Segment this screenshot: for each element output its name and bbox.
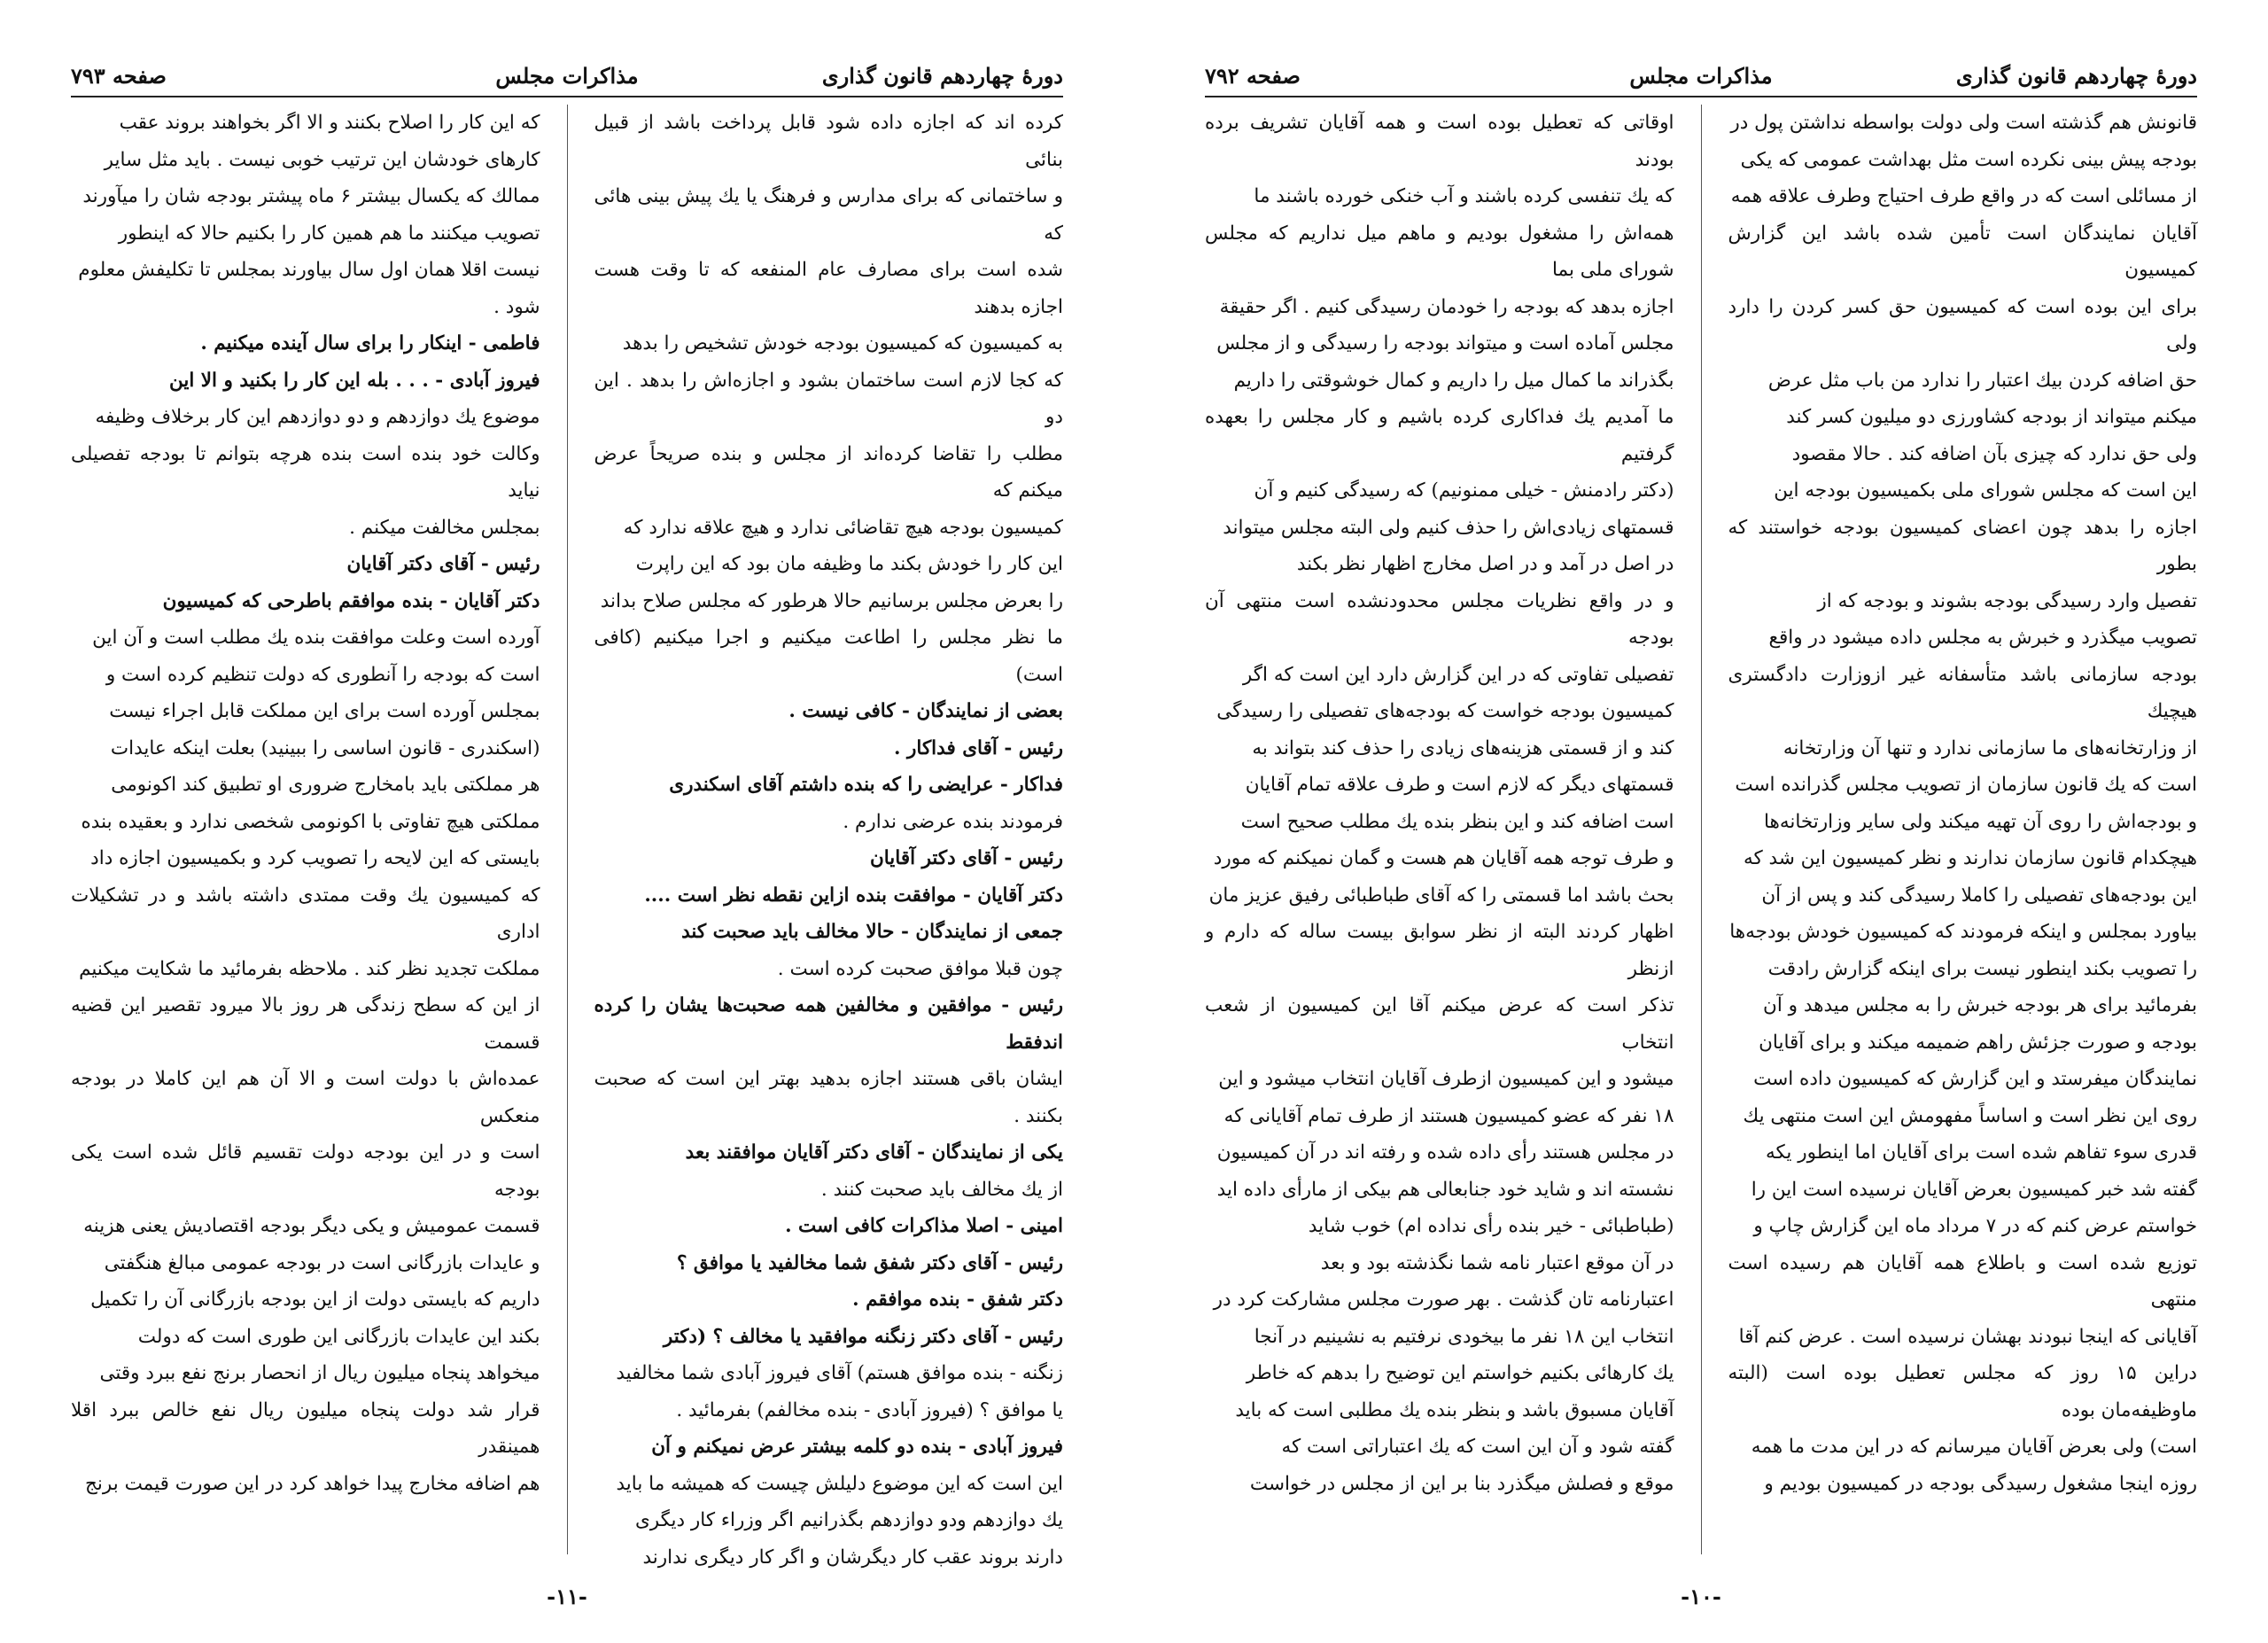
text-line: انتخاب این ۱۸ نفر ما بیخودی نرفتیم به نشینیم در آنجا — [1254, 1325, 1674, 1348]
text-line: فیروز آبادی - . . . بله این کار را بکنید و الا این — [168, 369, 540, 392]
text-line: یکی از نمایندگان - آقای دکتر آقایان موافقند بعد — [685, 1141, 1063, 1164]
text-line: هر مملکتی باید بامخارج ضروری او تطبیق کند اکونومی — [111, 774, 540, 796]
page-header — [71, 44, 1063, 89]
text-line: ما نظر مجلس را اطاعت میکنیم و اجرا میکنیم (کافی است) — [594, 627, 1063, 686]
text-line: کمیسیون بودجه خواست که بودجه‌های تفصیلی را رسیدگی — [1216, 700, 1674, 722]
text-line: کند و از قسمتی هزینه‌های زیادی را حذف کند بتواند به — [1252, 736, 1674, 759]
text-line: را بعرض مجلس برسانیم حالا هرطور که مجلس صلاح بداند — [600, 589, 1063, 612]
text-line: و بودجه‌اش را روی آن تهیه میکند ولی سایر وزارتخانه‌ها — [1763, 810, 2197, 833]
text-line: از وزارتخانه‌های ما سازمانی ندارد و تنها آن وزارتخانه — [1783, 736, 2197, 759]
text-line: نیست اقلا همان اول سال بیاورند بمجلس تا تکلیفش معلوم — [78, 259, 540, 281]
text-line: در اصل در آمد و در اصل مخارج اظهار نظر بکند — [1296, 553, 1674, 575]
journal-title: مذاکرات مجلس — [495, 63, 639, 89]
text-line: قرار شد دولت پنجاه میلیون ریال نفع خالص ببرد اقلا همینقدر — [71, 1398, 540, 1458]
text-line: مملکتی هیچ تفاوتی با اکونومی شخصی ندارد و بعقیده بنده — [81, 810, 540, 833]
page-792 — [1134, 0, 2268, 1643]
header-rule — [71, 96, 1063, 97]
text-line: اظهار کردند البته از نظر سوابق بیست ساله که دارم و ازنظر — [1205, 921, 1674, 980]
text-line: آقایان مسبوق باشد و بنظر بنده یك مطلبی است که باید — [1235, 1398, 1674, 1421]
column-divider — [567, 105, 568, 1554]
text-line: قانونش هم گذشته است ولی دولت بواسطه نداشتن پول در — [1730, 112, 2197, 134]
text-line: آورده است وعلت موافقت بنده یك مطلب است و آن این — [92, 627, 540, 649]
text-line: و در واقع نظریات مجلس محدودنشده است منتهی آن بودجه — [1205, 589, 1674, 649]
text-line: نمایندگان میفرستد و این گزارش که کمیسیون داده است — [1753, 1068, 2197, 1090]
text-line: که یك تنفسی کرده باشند و آب خنکی خورده باشند ما — [1254, 185, 1674, 207]
text-line: دارند بروند عقب کار دیگرشان و اگر کار دیگری ندارند — [642, 1546, 1063, 1569]
text-line: موضوع یك دوازدهم و دو دوازدهم این کار برخلاف وظیفه — [95, 406, 540, 428]
text-line: کرده اند که اجازه داده شود قابل پرداخت باشد از قبیل بنائی — [594, 112, 1063, 171]
text-line: این است که این موضوع دلیلش چیست که همیشه ما باید — [616, 1472, 1063, 1495]
text-line: حق اضافه کردن بیك اعتبار را ندارد من باب مثل عرض — [1767, 369, 2197, 392]
text-line: مطلب را تقاضا کرده‌اند از مجلس و بنده صریحاً عرض میکنم که — [594, 442, 1063, 502]
text-line: میکنم میتواند از بودجه کشاورزی دو میلیون کسر کند — [1786, 406, 2197, 428]
text-line: تصویب میکنند ما هم همین کار را بکنیم حالا که اینطور — [118, 222, 540, 245]
text-line: است و در این بودجه دولت تقسیم قائل شده است یکی بودجه — [71, 1141, 540, 1201]
text-line: در مجلس هستند رأی داده شده و رفته اند در آن کمیسیون — [1216, 1141, 1674, 1164]
text-line: رئیس - موافقین و مخالفین همه صحبت‌ها یشان را کرده اندفقط — [594, 994, 1063, 1054]
text-line: ایشان باقی هستند اجازه بدهید بهتر این است که صحبت بکنند . — [594, 1068, 1063, 1127]
text-line: هم اضافه مخارج پیدا خواهد کرد در این صورت قیمت برنج — [85, 1472, 540, 1495]
journal-title: مذاکرات مجلس — [1629, 63, 1773, 89]
page-footer-number: -۱۱- — [547, 1584, 587, 1609]
text-line: داریم که بایستی دولت از این بودجه بازرگانی آن را تکمیل — [90, 1289, 540, 1311]
text-line: جمعی از نمایندگان - حالا مخالف باید صحبت کند — [681, 921, 1063, 943]
text-line: روزه اینجا مشغول رسیدگی بودجه در کمیسیون بودیم و — [1764, 1472, 2197, 1495]
text-line: اعتبارنامه تان گذشت . بهر صورت مجلس مشارکت کرد در — [1213, 1289, 1674, 1311]
text-line: دکتر شفق - بنده موافقم . — [852, 1289, 1063, 1311]
text-line: رئیس - آقای فداکار . — [894, 736, 1063, 759]
text-line: میخواهد پنجاه میلیون ریال از انحصار برنج نفع ببرد وقتی — [99, 1362, 540, 1384]
text-line: بعضی از نمایندگان - کافی نیست . — [788, 700, 1063, 722]
text-line: تفصیل وارد رسیدگی بودجه بشوند و بودجه که از — [1817, 589, 2197, 612]
text-line: ولی حق ندارد که چیزی بآن اضافه کند . حالا مقصود — [1791, 442, 2197, 465]
text-line: قسمتهای دیگر که لازم است و طرف علاقه تمام آقایان — [1245, 774, 1674, 796]
column-right — [594, 105, 1064, 1569]
text-line: ممالك که یکسال بیشتر ۶ ماه پیشتر بودجه شان را میآورند — [82, 185, 540, 207]
text-line: یك دوازدهم ودو دوازدهم بگذرانیم اگر وزراء کار دیگری — [634, 1509, 1063, 1531]
text-line: برای این بوده است که کمیسیون حق کسر کردن را دارد ولی — [1728, 295, 2197, 354]
text-line: خواستم عرض کنم که در ۷ مرداد ماه این گزارش چاپ و — [1753, 1215, 2197, 1237]
text-line: یا موافق ؟ (فیروز آبادی - بنده مخالفم) بفرمائید . — [676, 1398, 1063, 1421]
text-line: تذکر است که عرض میکنم آقا این کمیسیون از شعب انتخاب — [1205, 994, 1674, 1054]
text-line: فیروز آبادی - بنده دو کلمه بیشتر عرض نمیکنم و آن — [651, 1436, 1063, 1458]
text-line: این بودجه‌های تفصیلی را کاملا رسیدگی کند و پس از آن — [1761, 884, 2197, 907]
text-line: که این کار را اصلاح بکنند و الا اگر بخواهند بروند عقب — [119, 112, 540, 134]
text-line: و طرف توجه همه آقایان هم هست و گمان نمیکنم که مورد — [1213, 847, 1674, 869]
page-footer-number: -۱۰- — [1681, 1584, 1721, 1609]
column-divider — [1701, 105, 1702, 1554]
text-line: زنگنه - بنده موافق هستم) آقای فیروز آبادی شما مخالفید — [616, 1362, 1063, 1384]
text-line: است اضافه کند و این بنظر بنده یك مطلب صحیح است — [1240, 810, 1674, 833]
column-left — [1205, 105, 1674, 1554]
text-line: از یك مخالف باید صحبت کنند . — [820, 1178, 1063, 1201]
text-line: و عایدات بازرگانی است در بودجه عمومی مبالغ هنگفتی — [104, 1251, 540, 1274]
text-line: بفرمائید برای هر بودجه خبرش را به مجلس میدهد و آن — [1763, 994, 2197, 1016]
text-line: شود . — [493, 295, 540, 318]
text-line: ۱۸ نفر که عضو کمیسیون هستند از طرف تمام آقایانی که — [1223, 1104, 1674, 1127]
text-line: بکند این عایدات بازرگانی این طوری است که دولت — [137, 1325, 540, 1348]
text-line: بمجلس آورده است برای این مملکت قابل اجراء نیست — [109, 700, 540, 722]
text-line: دکتر آقایان - موافقت بنده ازاین نقطه نظر است .... — [644, 884, 1063, 907]
text-line: مجلس آماده است و میتواند بودجه را رسیدگی و از مجلس — [1216, 332, 1674, 354]
text-line: اجازه را بدهد چون اعضای کمیسیون بودجه خواستند که بطور — [1728, 516, 2197, 575]
text-line: عمده‌اش با دولت است و الا آن هم این کاملا در بودجه منعکس — [71, 1068, 540, 1127]
text-line: مملکت تجدید نظر کند . ملاحظه بفرمائید ما شکایت میکنیم — [79, 957, 540, 980]
text-line: است که بودجه را آنطوری که دولت تنظیم کرده است و — [105, 663, 540, 686]
text-line: میشود و این کمیسیون ازطرف آقایان انتخاب میشود و این — [1218, 1068, 1674, 1090]
text-line: است که یك قانون سازمان از تصویب مجلس گذرانده است — [1735, 774, 2197, 796]
text-line: روی این نظر است و اساساً مفهومش این است منتهی یك — [1743, 1104, 2197, 1127]
text-line: قسمت عمومیش و یکی دیگر بودجه اقتصادیش یعنی هزینه — [83, 1215, 540, 1237]
text-line: تفصیلی تفاوتی که در این گزارش دارد این است که اگر — [1242, 663, 1674, 686]
session-title: دورهٔ چهاردهم قانون گذاری — [1955, 63, 2197, 89]
text-line: آقایانی که اینجا نبودند بهشان نرسیده است . عرض کنم آقا — [1738, 1325, 2197, 1348]
text-line: بیاورد بمجلس و اینکه فرمودند که کمیسیون خودش بودجه‌ها — [1729, 921, 2197, 943]
text-line: بودجه و صورت جزئش راهم ضمیمه میکند و برای آقایان — [1759, 1031, 2197, 1054]
text-line: اجازه بدهد که بودجه را خودمان رسیدگی کنیم . اگر حقیقة — [1219, 295, 1674, 318]
text-line: وکالت خود بنده است بنده هرچه بتوانم تا بودجه تفصیلی نیاید — [71, 442, 540, 502]
text-line: (دکتر رادمنش - خیلی ممنونیم) که رسیدگی کنیم و آن — [1254, 479, 1674, 502]
text-line: شده است برای مصارف عام المنفعه که تا وقت هست اجازه بدهند — [594, 259, 1063, 318]
text-line: ما آمدیم یك فداکاری کرده باشیم و کار مجلس را بعهده گرفتیم — [1205, 406, 1674, 465]
text-line: (اسکندری - قانون اساسی را ببینید) بعلت اینکه عایدات — [110, 736, 540, 759]
text-line: بودجه پیش بینی نکرده است مثل بهداشت عمومی که یکی — [1740, 148, 2197, 171]
text-line: و ساختمانی که برای مدارس و فرهنگ یا یك پیش بینی هائی که — [594, 185, 1063, 245]
text-line: گفته شود و آن این است که یك اعتباراتی است که — [1281, 1436, 1674, 1458]
text-line: که کجا لازم است ساختمان بشود و اجازه‌اش را بدهد . این دو — [594, 369, 1063, 428]
session-title: دورهٔ چهاردهم قانون گذاری — [821, 63, 1063, 89]
text-line: به کمیسیون که کمیسیون بودجه خودش تشخیص را بدهد — [622, 332, 1063, 354]
text-line: قسمتهای زیادی‌اش را حذف کنیم ولی البته مجلس میتواند — [1223, 516, 1674, 539]
text-line: در آن موقع اعتبار نامه شما نگذشته بود و بعد — [1320, 1251, 1674, 1274]
text-line: دکتر آقایان - بنده موافقم باطرحی که کمیسیون — [162, 589, 540, 612]
text-line: که کمیسیون یك وقت ممتدی داشته باشد و در تشکیلات اداری — [71, 884, 540, 943]
text-line: قدری سوء تفاهم شده است برای آقایان اما اینطور یکه — [1765, 1141, 2197, 1164]
text-line: را تصویب بکند اینطور نیست برای اینکه گزارش رادقت — [1767, 957, 2197, 980]
text-line: فداکار - عرایضی را که بنده داشتم آقای اسکندری — [669, 774, 1063, 796]
text-line: تصویب میگذرد و خبرش به مجلس داده میشود در واقع — [1768, 627, 2197, 649]
text-line: رئیس - آقای دکتر شفق شما مخالفید یا موافق ؟ — [676, 1251, 1063, 1274]
text-line: بگذراند ما کمال میل را داریم و کمال خوشوقتی را داریم — [1233, 369, 1674, 392]
text-line: از مسائلی است که در واقع طرف احتیاج وطرف علاقه همه — [1730, 185, 2197, 207]
text-line: چون قبلا موافق صحبت کرده است . — [777, 957, 1063, 980]
text-line: بحث باشد اما قسمتی را که آقای طباطبائی رفیق عزیز مان — [1208, 884, 1674, 907]
page-number: صفحه ۷۹۲ — [1205, 63, 1301, 89]
text-line: گفته شد خبر کمیسیون بعرض آقایان نرسیده است این را — [1751, 1178, 2197, 1201]
text-line: رئیس - آقای دکتر آقایان — [346, 553, 540, 575]
page-header — [1205, 44, 2197, 89]
text-line: توزیع شده است و باطلاع همه آقایان هم رسیده است منتهی — [1728, 1251, 2197, 1311]
text-line: (طباطبائی - خیر بنده رأی نداده ام) خوب شاید — [1308, 1215, 1674, 1237]
text-line: این است که مجلس شورای ملی بکمیسیون بودجه این — [1774, 479, 2197, 502]
page-number: صفحه ۷۹۳ — [71, 63, 167, 89]
text-line: دراین ۱۵ روز که مجلس تعطیل بوده است (البته ماوظیفه‌مان بوده — [1728, 1362, 2197, 1421]
header-rule — [1205, 96, 2197, 97]
columns — [71, 105, 1063, 1569]
text-line: آقایان نمایندگان است تأمین شده باشد این گزارش کمیسیون — [1728, 222, 2197, 281]
text-line: بایستی که این لایحه را تصویب کرد و بکمیسیون اجازه داد — [90, 847, 540, 869]
text-line: اوقاتی که تعطیل بوده است و همه آقایان تشریف برده بودند — [1205, 112, 1674, 171]
text-line: است) ولی بعرض آقایان میرسانم که در این مدت ما همه — [1751, 1436, 2197, 1458]
text-line: از این که سطح زندگی هر روز بالا میرود تقصیر این قضیه قسمت — [71, 994, 540, 1054]
text-line: کارهای خودشان این ترتیب خوبی نیست . باید مثل سایر — [104, 148, 540, 171]
text-line: همه‌اش را مشغول بودیم و ماهم میل نداریم که مجلس شورای ملی بما — [1205, 222, 1674, 281]
column-right — [1728, 105, 2198, 1554]
text-line: نشسته اند و شاید خود جنابعالی هم بیکی از مارأی داده اید — [1216, 1178, 1674, 1201]
text-line: موقع و فصلش میگذرد بنا بر این از مجلس در خواست — [1249, 1472, 1674, 1495]
text-line: فاطمی - اینکار را برای سال آینده میکنیم . — [200, 332, 540, 354]
text-line: هیچکدام قانون سازمان ندارند و نظر کمیسیون این شد که — [1743, 847, 2197, 869]
text-line: فرمودند بنده عرضی ندارم . — [843, 810, 1063, 833]
text-line: یك کارهائی بکنیم خواستم این توضیح را بدهم که خاطر — [1246, 1362, 1674, 1384]
text-line: رئیس - آقای دکتر زنگنه موافقید یا مخالف ؟ (دکتر — [663, 1325, 1063, 1348]
text-line: رئیس - آقای دکتر آقایان — [869, 847, 1063, 869]
text-line: بمجلس مخالفت میکنم . — [349, 516, 540, 539]
text-line: این کار را خودش بکند ما وظیفه مان بود که این راپرت — [635, 553, 1063, 575]
text-line: کمیسیون بودجه هیچ تقاضائی ندارد و هیچ علاقه ندارد که — [623, 516, 1063, 539]
text-line: بودجه سازمانی باشد متأسفانه غیر ازوزارت دادگستری هیچیك — [1728, 663, 2197, 722]
text-line: امینی - اصلا مذاکرات کافی است . — [785, 1215, 1063, 1237]
columns — [1205, 105, 2197, 1554]
column-left — [71, 105, 540, 1554]
